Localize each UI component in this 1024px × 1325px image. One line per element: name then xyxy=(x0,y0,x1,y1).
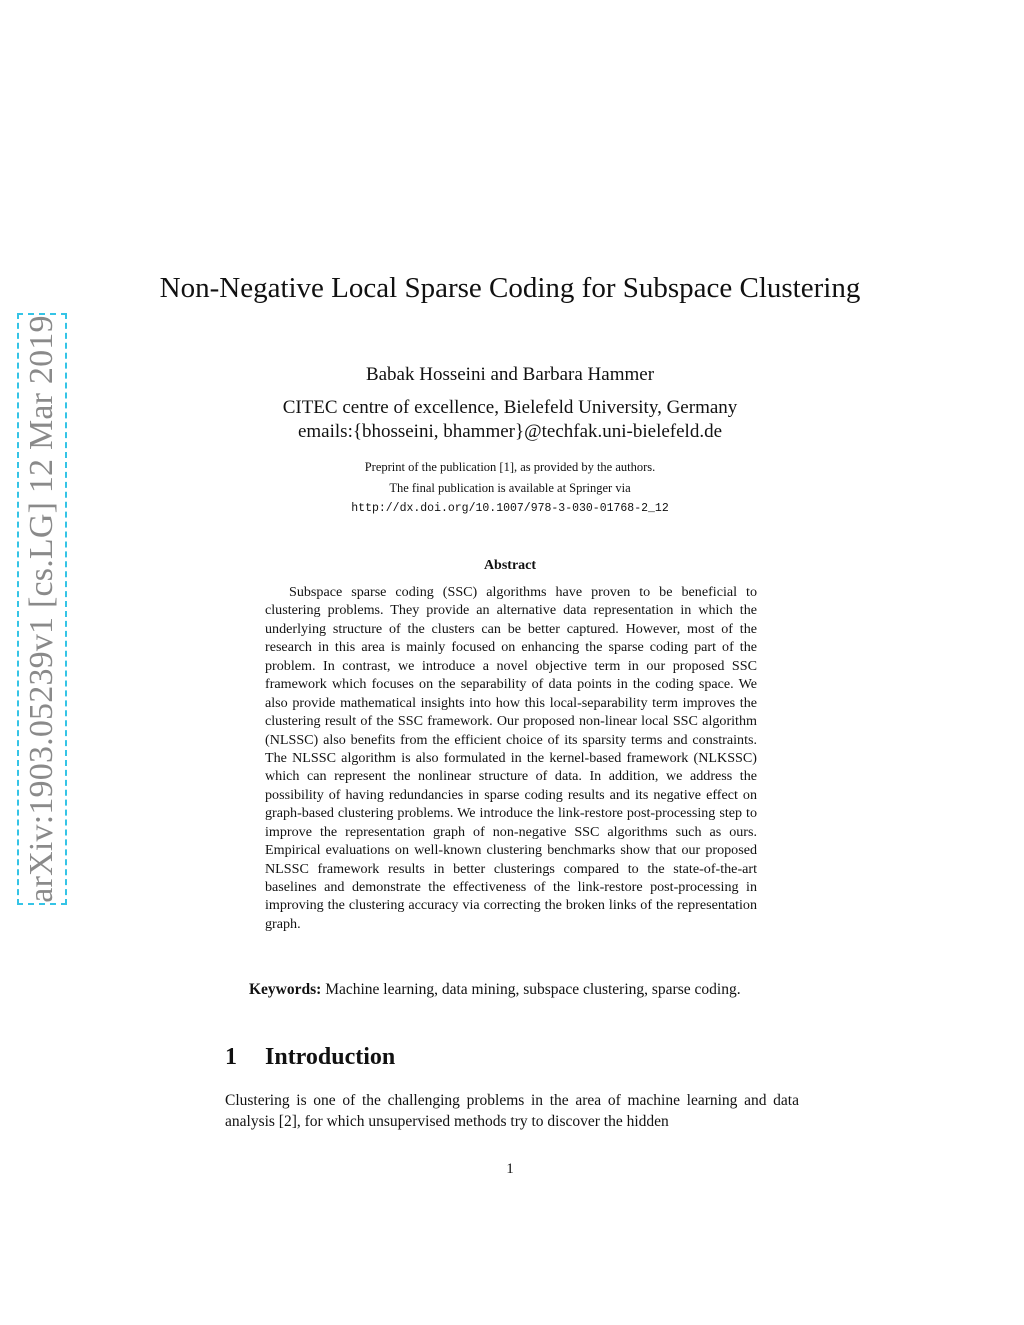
introduction-text: Clustering is one of the challenging problems in the area of machine learning and data analysis [2], for which unsupervised methods try to discover the hidden xyxy=(225,1092,799,1130)
paper-title: Non-Negative Local Sparse Coding for Subspace Clustering xyxy=(159,272,861,304)
section-title: Introduction xyxy=(265,1044,396,1070)
doi-link[interactable]: http://dx.doi.org/10.1007/978-3-030-01768-2_12 xyxy=(351,502,669,515)
keywords-paragraph xyxy=(225,979,799,1000)
abstract-text: Subspace sparse coding (SSC) algorithms have proven to be beneficial to clustering problems. They provide an alternative data representation in which the underlying structure of the clusters can be better captured. However, most of the research in this area is mainly focused on enhancing the sparse coding part of the problem. In contrast, we introduce a novel objective term in our proposed SSC framework which focuses on the separability of data points in the coding space. We also provide mathematical insights into how this local-separability term improves the clustering result of the SSC framework. Our proposed non-linear local SSC algorithm (NLSSC) also benefits from the efficient choice of its sparsity terms and constraints. The NLSSC algorithm is also formulated in the kernel-based framework (NLKSSC) which can represent the nonlinear structure of data. In addition, we address the possibility of having redundancies in sparse coding results and its negative effect on graph-based clustering problems. We introduce the link-restore post-processing step to improve the representation graph of non-negative SSC algorithms such as ours. Empirical evaluations on well-known clustering benchmarks show that our proposed NLSSC framework results in better clusterings compared to the state-of-the-art baselines and demonstrate the effectiveness of the link-restore post-processing in improving the clustering accuracy via correcting the broken links of the representation graph. xyxy=(265,584,757,932)
arxiv-identifier: arXiv:1903.05239v1 [cs.LG] 12 Mar 2019 xyxy=(23,315,60,903)
section-number: 1 xyxy=(225,1044,237,1070)
page-number: 1 xyxy=(506,1161,514,1177)
keywords-text: Machine learning, data mining, subspace clustering, sparse coding. xyxy=(325,981,741,998)
keywords-label: Keywords: xyxy=(249,981,322,998)
section-heading xyxy=(225,1044,395,1071)
publication-note: The final publication is available at Springer via xyxy=(389,481,631,495)
author-emails: emails:{bhosseini, bhammer}@techfak.uni-bielefeld.de xyxy=(297,421,723,442)
authors: Babak Hosseini and Barbara Hammer xyxy=(365,364,655,385)
arxiv-sidebar-stamp xyxy=(17,313,67,905)
abstract-heading: Abstract xyxy=(483,558,537,573)
affiliation: CITEC centre of excellence, Bielefeld University, Germany xyxy=(282,397,738,418)
preprint-note: Preprint of the publication [1], as provided by the authors. xyxy=(364,460,656,474)
